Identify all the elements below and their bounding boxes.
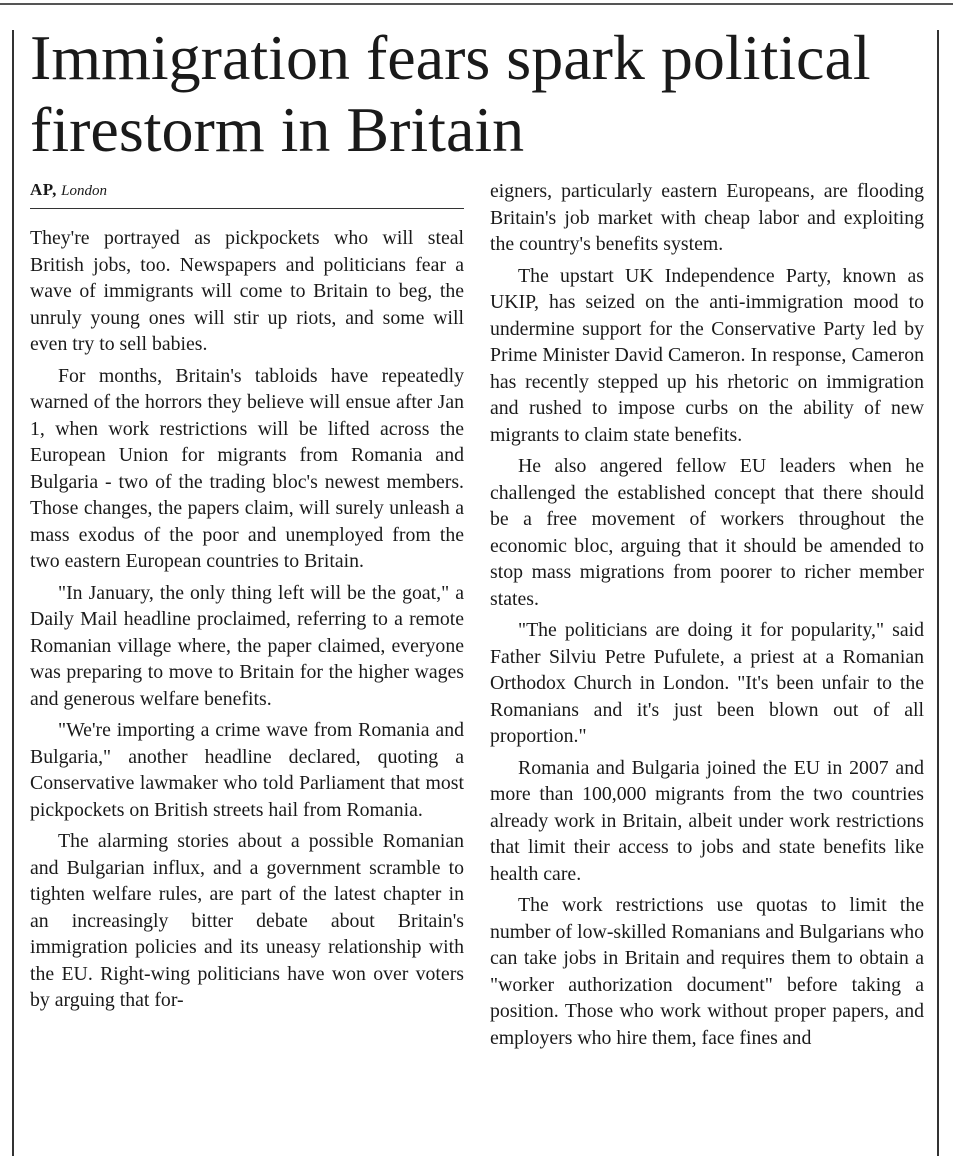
paragraph: The upstart UK Independence Party, known as UKIP, has seized on the anti-immigration mood to undermine support for the Conservative Party led by Prime Minister David Cameron. In response, Cameron has recently stepped up his rhetoric on immigration and rushed to impose curbs on the ability of new migrants to claim state benefits. <box>490 264 924 446</box>
paragraph: "We're importing a crime wave from Romania and Bulgaria," another headline declared, quoting a Conservative lawmaker who told Parliament that most pickpockets on British streets hail from Romania. <box>30 719 464 821</box>
byline <box>30 180 464 209</box>
right-column-rule <box>937 30 939 1156</box>
paragraph: "In January, the only thing left will be the goat," a Daily Mail headline proclaimed, referring to a remote Romanian village where, the paper claimed, everyone was preparing to move to Britain for the higher wages and generous welfare benefits. <box>30 581 464 710</box>
byline-location: London <box>61 183 107 199</box>
paragraph: He also angered fellow EU leaders when he challenged the established concept that there should be a free movement of workers throughout the economic bloc, arguing that it should be amended to stop mass migrations from poorer to richer member states. <box>490 455 924 610</box>
article-column-1 <box>30 225 464 1019</box>
byline-agency: AP, <box>30 180 57 199</box>
paragraph: They're portrayed as pickpockets who will steal British jobs, too. Newspapers and politicians fear a wave of immigrants will come to Britain to beg, the unruly young ones will stir up riots, and some will even try to sell babies. <box>30 227 464 355</box>
top-rule <box>0 3 953 5</box>
paragraph: "The politicians are doing it for popularity," said Father Silviu Petre Pufulete, a priest at a Romanian Orthodox Church in London. "It's been unfair to the Romanians and it's just been blown out of all proportion." <box>490 619 924 747</box>
paragraph: eigners, particularly eastern Europeans, are flooding Britain's job market with cheap labor and exploiting the country's benefits system. <box>490 180 924 255</box>
paragraph: For months, Britain's tabloids have repeatedly warned of the horrors they believe will ensue after Jan 1, when work restrictions will be lifted across the European Union for migrants from Romania and Bulgaria - two of the trading bloc's newest members. Those changes, the papers claim, will surely unleash a mass exodus of the poor and unemployed from the two eastern European countries to Britain. <box>30 364 464 572</box>
article-column-2 <box>490 178 924 1056</box>
article-headline: Immigration fears spark political firestorm in Britain <box>30 22 871 165</box>
paragraph: Romania and Bulgaria joined the EU in 2007 and more than 100,000 migrants from the two countries already work in Britain, albeit under work restrictions that limit their access to jobs and state benefits like health care. <box>490 756 924 885</box>
paragraph: The alarming stories about a possible Romanian and Bulgarian influx, and a government scramble to tighten welfare rules, are part of the latest chapter in an increasingly bitter debate about Britain's immigration policies and its uneasy relationship with the EU. Right-wing politicians have won over voters by arguing that for- <box>30 830 464 1011</box>
paragraph: The work restrictions use quotas to limit the number of low-skilled Romanians and Bulgarians who can take jobs in Britain and requires them to obtain a "worker authorization document" before taking a position. Those who work without proper papers, and employers who hire them, face fines and <box>490 894 924 1049</box>
left-column-rule <box>12 30 14 1156</box>
